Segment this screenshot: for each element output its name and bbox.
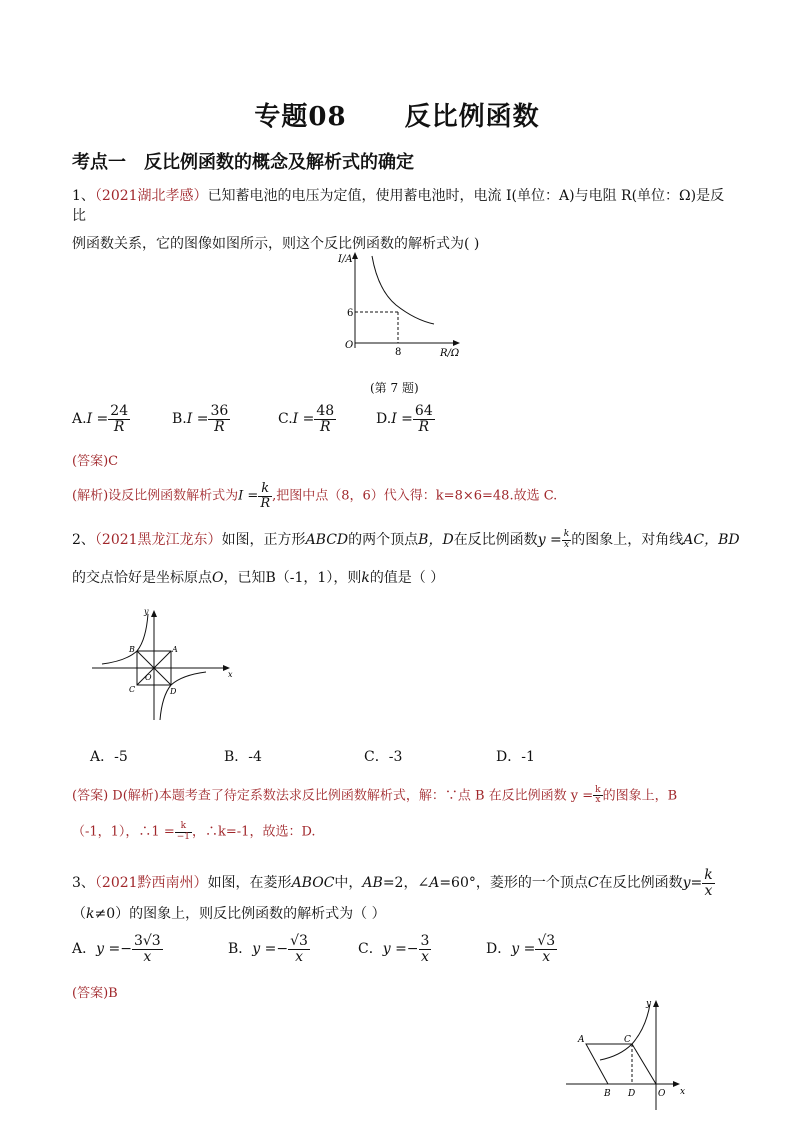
q3-option-c-letter: C． <box>358 941 383 958</box>
q2-t2f: k <box>361 570 370 586</box>
q3-option-c-lhs: y =− <box>382 941 419 958</box>
q2-frac-num: k <box>563 529 570 540</box>
section-part1: 考点一 <box>72 152 126 173</box>
q1-option-b-letter: B. <box>172 411 187 428</box>
q2-t1h: AC，BD <box>683 532 740 548</box>
q2-ans-1b: 的图象上，B <box>602 788 678 804</box>
q2-t1f: y = <box>537 532 562 548</box>
q1-option-d-den: R <box>418 418 430 435</box>
q3-curve <box>600 1004 650 1060</box>
q2-fig-D: D <box>170 687 177 696</box>
q2-curve-lower <box>160 672 206 720</box>
q2-num: 2、 <box>72 532 95 548</box>
q3-option-d-num: √3 <box>537 933 556 949</box>
q1-option-b[interactable] <box>172 404 230 434</box>
q3-frac-den: x <box>704 882 713 899</box>
q2-t1a: 如图，正方形 <box>221 532 306 548</box>
q2-frac-den: x <box>563 539 570 550</box>
q1-option-d-letter: D. <box>376 411 392 428</box>
q1-x-arrow <box>453 340 460 346</box>
q3-option-c[interactable] <box>358 934 431 964</box>
q3-t1f: A <box>429 875 440 892</box>
q2-option-d-letter: D． <box>496 749 522 765</box>
q2-option-d-value: -1 <box>521 749 535 765</box>
q3-t1g: =60°，菱形的一个顶点 <box>439 875 588 892</box>
q3-option-a-den: x <box>143 948 152 965</box>
q1-option-c-num: 48 <box>316 403 335 419</box>
q2-answer <box>72 786 677 843</box>
q1-option-b-lhs: I = <box>186 411 209 428</box>
q1-analysis-post: ,把图中点（8，6）代入得：k=8×6=48.故选 C. <box>272 488 558 504</box>
q1-analysis-num: k <box>258 482 272 497</box>
q3-t1j: y <box>682 875 691 892</box>
q1-option-a[interactable] <box>72 404 130 434</box>
q1-option-c[interactable] <box>278 404 336 434</box>
q3-t1c: 中， <box>334 875 363 892</box>
q1-curve <box>372 256 434 324</box>
q1-analysis-lhs: I = <box>238 488 259 504</box>
q1-tick-y: 6 <box>347 308 354 319</box>
q1-option-c-letter: C. <box>278 411 293 428</box>
q2-option-b-letter: B． <box>224 749 249 765</box>
q1-origin: O <box>345 340 354 351</box>
q2-option-c-letter: C． <box>364 749 389 765</box>
q1-line2: 例函数关系，它的图像如图所示，则这个反比例函数的解析式为( ) <box>72 236 480 252</box>
q3-option-d[interactable] <box>486 934 557 964</box>
q3-option-b-lhs: y =− <box>252 941 289 958</box>
q3-option-a[interactable] <box>72 934 163 964</box>
q1-y-arrow <box>352 252 358 259</box>
q2-option-c[interactable] <box>364 746 402 766</box>
q3-fig-y: y <box>646 999 652 1009</box>
q3-fig-C: C <box>624 1035 631 1045</box>
q1-caption: (第 7 题) <box>370 381 419 395</box>
q3-fig-B: B <box>604 1089 611 1099</box>
q3-t2c: ≠0）的图象上，则反比例函数的解析式为（ ） <box>94 906 386 923</box>
q1-option-c-lhs: I = <box>292 411 315 428</box>
q1-option-b-den: R <box>214 418 225 435</box>
q2-source: （2021黑龙江龙东） <box>94 532 222 548</box>
q1-tick-x: 8 <box>395 347 402 358</box>
title-part1: 专题08 <box>254 102 347 132</box>
q3-num: 3、 <box>72 875 95 892</box>
q2-fig-O: O <box>145 673 152 682</box>
q2-ans-frac2-den: −1 <box>176 831 191 842</box>
q3-option-b-letter: B． <box>228 941 253 958</box>
q2-text <box>72 529 740 588</box>
q2-fig-B: B <box>129 645 135 654</box>
q3-t1h: C <box>587 875 599 892</box>
q1-analysis-pre: (解析)设反比例函数解析式为 <box>72 488 239 504</box>
q2-fig-C: C <box>129 685 136 694</box>
q3-rhombus <box>586 1044 656 1084</box>
q3-t1d: AB <box>362 875 383 892</box>
q2-t1c: 的两个顶点 <box>348 532 419 548</box>
q2-ans-2b: ，∴k=-1，故选：D. <box>192 824 316 840</box>
q2-figure <box>88 606 238 724</box>
q3-option-d-letter: D． <box>486 941 512 958</box>
q3-source: （2021黔西南州） <box>94 875 208 892</box>
q3-option-c-den: x <box>421 948 429 965</box>
q2-t2d: B <box>265 570 276 586</box>
q3-option-a-lhs: y =− <box>96 941 132 958</box>
q3-t2a: （ <box>72 906 86 923</box>
q1-source: （2021湖北孝感） <box>94 188 208 204</box>
q2-ans-2a: （-1，1），∴1 = <box>72 824 175 840</box>
q1-analysis-den: R <box>260 495 271 511</box>
q2-option-a-letter: A． <box>90 749 115 765</box>
q3-figure <box>560 996 700 1112</box>
q2-t2a: 的交点恰好是坐标原点 <box>72 570 212 586</box>
q2-option-d[interactable] <box>496 746 535 766</box>
q2-curve-upper <box>102 614 148 664</box>
q2-fig-y: y <box>144 607 149 616</box>
q1-figure <box>330 250 470 362</box>
q2-t2g: 的值是（ ） <box>369 570 445 586</box>
q3-fig-A: A <box>578 1035 585 1045</box>
q2-fig-A: A <box>172 645 178 654</box>
q1-option-a-den: R <box>113 418 125 435</box>
q3-option-a-num: 3√3 <box>133 933 161 949</box>
q1-option-c-den: R <box>320 418 331 435</box>
q3-text <box>72 868 732 924</box>
q2-option-a[interactable] <box>90 746 128 766</box>
q3-t1b: ABOC <box>291 875 335 892</box>
q3-t1a: 如图，在菱形 <box>207 875 292 892</box>
q2-fig-x: x <box>228 670 233 679</box>
q3-fig-x: x <box>680 1087 686 1097</box>
q2-t1g: 的图象上，对角线 <box>571 532 684 548</box>
page-title <box>0 96 794 133</box>
q3-frac-num: k <box>704 867 713 883</box>
q3-t1e: =2，∠ <box>382 875 430 892</box>
q3-option-b[interactable] <box>228 934 310 964</box>
q1-option-a-letter: A. <box>72 411 87 428</box>
q3-option-b-den: x <box>295 948 303 965</box>
q2-ans-frac-num: k <box>595 785 601 795</box>
q2-option-b[interactable] <box>224 746 262 766</box>
q1-option-d[interactable] <box>376 404 435 434</box>
title-part2: 反比例函数 <box>404 102 540 132</box>
section-part2: 反比例函数的概念及解析式的确定 <box>144 152 414 173</box>
q3-option-d-lhs: y = <box>511 941 536 958</box>
q3-option-c-num: 3 <box>420 933 430 949</box>
q2-t2c: ，已知 <box>223 570 266 586</box>
q3-t2b: k <box>86 906 95 923</box>
q1-y-label: I/A <box>338 254 353 265</box>
q2-ans-frac2-num: k <box>175 822 192 832</box>
q3-fig-O: O <box>658 1089 666 1099</box>
q1-answer: (答案)C <box>72 454 119 469</box>
q2-ans-1a: (答案) D(解析)本题考查了待定系数法求反比例函数解析式，解：∵点 B 在反比例函数 y = <box>72 788 594 804</box>
q2-ans-frac-den: x <box>595 795 601 806</box>
q2-t1b: ABCD <box>305 532 349 548</box>
q2-t2e: （-1，1），则 <box>275 570 362 586</box>
q1-option-b-num: 36 <box>210 403 229 419</box>
q3-option-a-letter: A． <box>72 941 97 958</box>
q1-text <box>72 186 732 254</box>
q1-x-label: R/Ω <box>440 348 460 359</box>
q2-option-c-value: -3 <box>388 749 403 765</box>
section-heading <box>72 148 414 174</box>
q3-t1k: = <box>690 875 703 892</box>
q1-option-a-lhs: I = <box>86 411 109 428</box>
q1-option-d-lhs: I = <box>391 411 413 428</box>
q1-analysis <box>72 482 557 510</box>
q3-option-b-num: √3 <box>290 933 308 949</box>
q1-line1: 已知蓄电池的电压为定值，使用蓄电池时，电流 I(单位：A)与电阻 R(单位：Ω)是反比 <box>72 188 725 224</box>
q2-option-a-value: -5 <box>114 749 128 765</box>
q3-answer: (答案)B <box>72 986 118 1001</box>
q3-option-d-den: x <box>542 948 551 965</box>
q2-t1d: B，D <box>418 532 454 548</box>
q2-t1e: 在反比例函数 <box>453 532 538 548</box>
q1-num: 1、 <box>72 188 95 204</box>
q2-option-b-value: -4 <box>248 749 262 765</box>
q3-fig-D: D <box>628 1089 636 1099</box>
q3-t1i: 在反比例函数 <box>598 875 683 892</box>
q1-option-d-num: 64 <box>414 403 433 419</box>
q1-option-a-num: 24 <box>110 403 129 419</box>
q2-t2b: O <box>212 570 224 586</box>
